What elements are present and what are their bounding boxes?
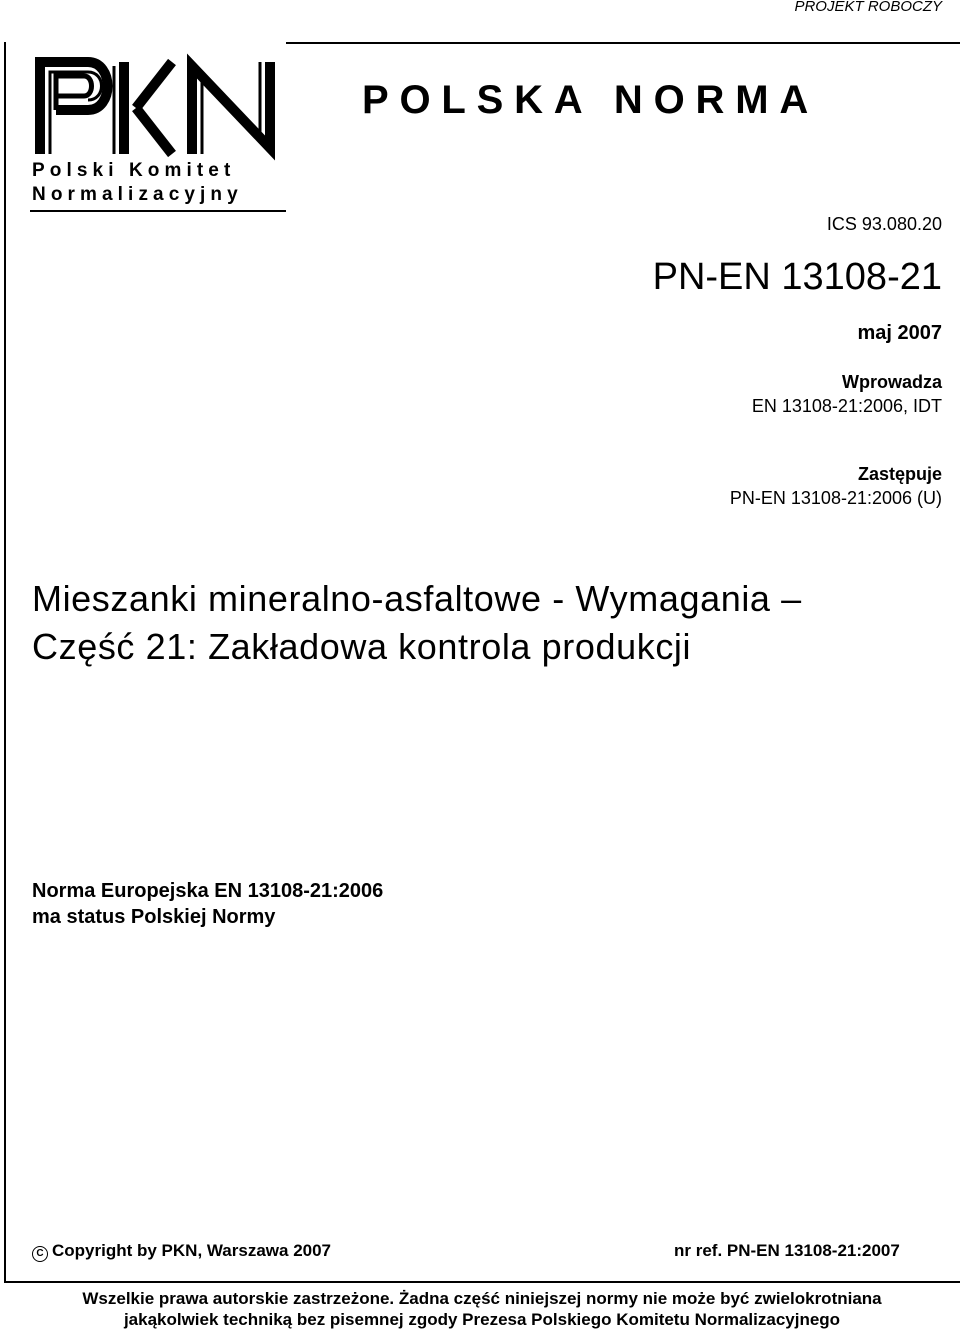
status-line2: ma status Polskiej Normy xyxy=(32,906,276,928)
subject-title-line1: Mieszanki mineralno-asfaltowe - Wymagania – xyxy=(32,578,802,619)
reference-number: nr ref. PN-EN 13108-21:2007 xyxy=(674,1241,900,1260)
rights-notice-line1: Wszelkie prawa autorskie zastrzeżone. Żadna część niniejszej normy nie może być zwielokrotniana xyxy=(82,1289,882,1308)
frame-left-rule xyxy=(4,42,6,1283)
pkn-logo xyxy=(32,52,282,162)
standard-number: PN-EN 13108-21 xyxy=(652,256,942,298)
introduces-label: Wprowadza xyxy=(841,372,942,392)
subject-title-line2: Część 21: Zakładowa kontrola produkcji xyxy=(32,626,692,667)
copyright-notice xyxy=(32,1241,331,1262)
introduces-value: EN 13108-21:2006, IDT xyxy=(751,396,942,416)
ics-code: ICS 93.080.20 xyxy=(826,214,942,234)
publication-date: maj 2007 xyxy=(857,322,942,344)
replaces-value: PN-EN 13108-21:2006 (U) xyxy=(729,488,942,508)
frame-bottom-rule xyxy=(4,1281,960,1283)
copyright-text: Copyright by PKN, Warszawa 2007 xyxy=(52,1241,332,1260)
committee-underline xyxy=(30,210,286,212)
draft-label: PROJEKT ROBOCZY xyxy=(794,0,942,15)
copyright-icon: C xyxy=(32,1246,48,1262)
rights-notice-line2: jakąkolwiek techniką bez pisemnej zgody Prezesa Polskiego Komitetu Normalizacyjnego xyxy=(123,1310,841,1329)
replaces-label: Zastępuje xyxy=(857,464,942,484)
status-line1: Norma Europejska EN 13108-21:2006 xyxy=(32,880,384,902)
committee-name-line1: Polski Komitet xyxy=(32,160,236,181)
committee-name-line2: Normalizacyjny xyxy=(32,184,243,205)
main-title: POLSKA NORMA xyxy=(362,78,820,122)
frame-top-rule xyxy=(286,42,960,44)
